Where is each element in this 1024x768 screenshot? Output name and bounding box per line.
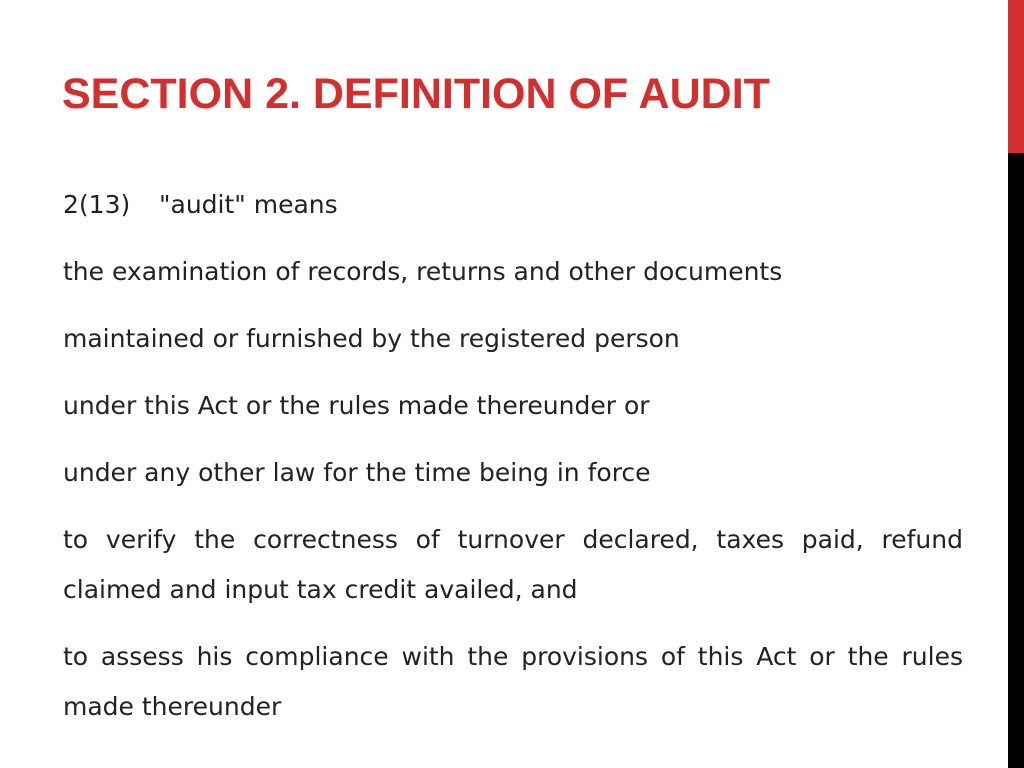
- slide-body: [63, 180, 963, 732]
- clause-number: 2(13): [63, 190, 131, 219]
- definition-paragraph: to assess his compliance with the provisions of this Act or the rules made thereunder: [63, 642, 963, 721]
- accent-bar-black: [1008, 153, 1024, 768]
- clause-term: "audit" means: [159, 190, 338, 219]
- clause-heading: [63, 180, 963, 230]
- definition-line: maintained or furnished by the registered person: [63, 324, 680, 353]
- definition-line: under this Act or the rules made thereunder or: [63, 391, 650, 420]
- accent-bar-red: [1008, 0, 1024, 153]
- definition-paragraph: to verify the correctness of turnover declared, taxes paid, refund claimed and input tax credit availed, and: [63, 525, 963, 604]
- definition-line: under any other law for the time being in force: [63, 458, 651, 487]
- slide-title: SECTION 2. DEFINITION OF AUDIT: [62, 70, 770, 118]
- definition-line: the examination of records, returns and other documents: [63, 257, 783, 286]
